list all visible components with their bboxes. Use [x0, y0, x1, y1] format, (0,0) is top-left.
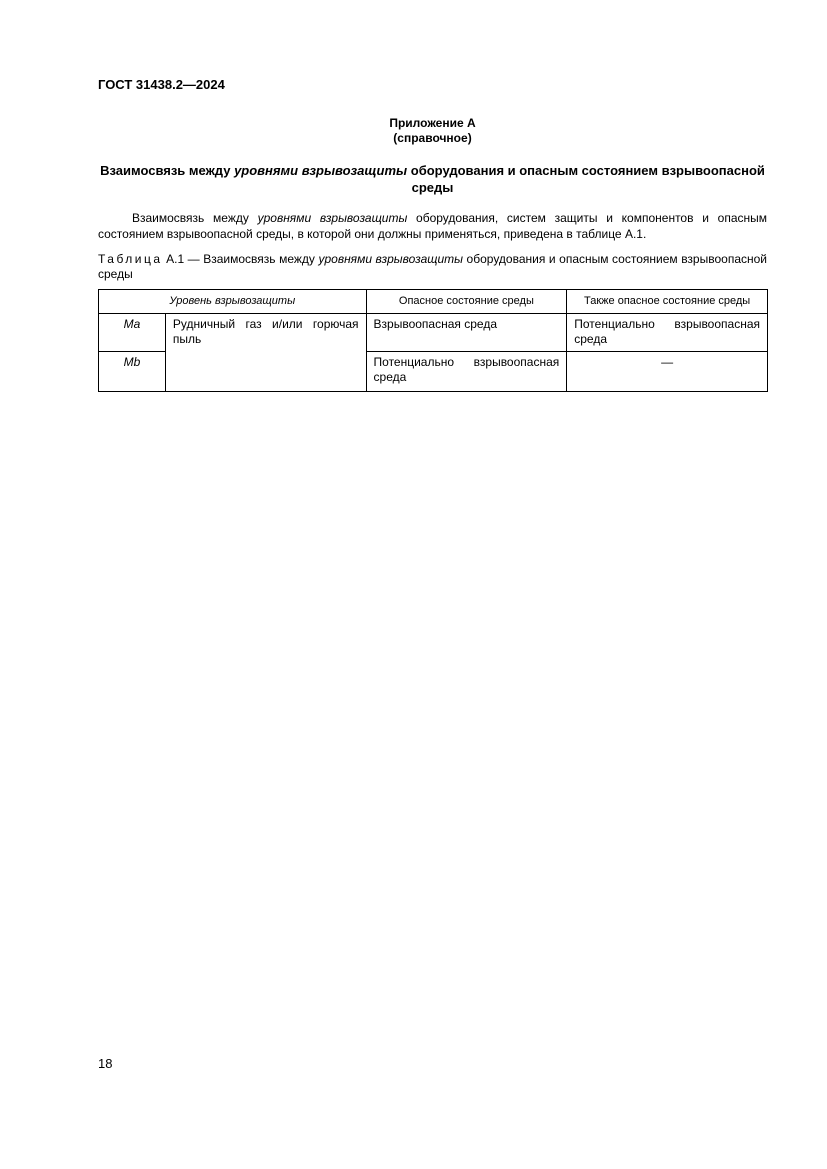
row-level: Ma — [99, 314, 166, 352]
row-medium: Рудничный газ и/или горючая пыль — [165, 314, 366, 392]
table-header-row — [99, 290, 768, 314]
header-hazard: Опасное состояние среды — [366, 290, 567, 314]
annex-title: Приложение А — [389, 116, 476, 130]
table-caption — [98, 252, 767, 282]
header-level: Уровень взрывозащиты — [99, 290, 367, 314]
table-row — [99, 314, 768, 352]
section-title-part1: Взаимосвязь между — [100, 163, 235, 178]
levels-table — [98, 289, 768, 392]
paragraph-part3: оборудования, систем защиты и компонентов и опасным состоянием взрывоопасной среды, в которой они должны применяться, приведена в таблице А.1. — [98, 211, 767, 241]
paragraph-part1: Взаимосвязь между — [132, 211, 258, 225]
section-title — [98, 162, 767, 196]
body-paragraph — [98, 210, 767, 242]
paragraph-italic: уровнями взрывозащиты — [257, 211, 408, 225]
table-caption-part3: оборудования и опасным состоянием взрывоопасной среды — [98, 252, 767, 281]
annex-heading — [98, 116, 767, 146]
header-also-hazard: Также опасное состояние среды — [567, 290, 768, 314]
row-also-hazard: Потенциально взрывоопасная среда — [567, 314, 768, 352]
section-title-part3: оборудования и опасным состоянием взрывоопасной среды — [407, 163, 765, 195]
row-also-hazard: — — [567, 352, 768, 392]
table-caption-label: Таблица — [98, 252, 163, 266]
row-hazard: Взрывоопасная среда — [366, 314, 567, 352]
row-level: Mb — [99, 352, 166, 392]
section-title-italic: уровнями взрывозащиты — [234, 163, 408, 178]
table-caption-part1: А.1 — Взаимосвязь между — [162, 252, 319, 266]
page-number: 18 — [98, 1056, 113, 1071]
table-caption-italic: уровнями взрывозащиты — [318, 252, 463, 266]
annex-type: (справочное) — [393, 131, 472, 145]
document-code: ГОСТ 31438.2—2024 — [98, 77, 225, 92]
row-hazard: Потенциально взрывоопасная среда — [366, 352, 567, 392]
